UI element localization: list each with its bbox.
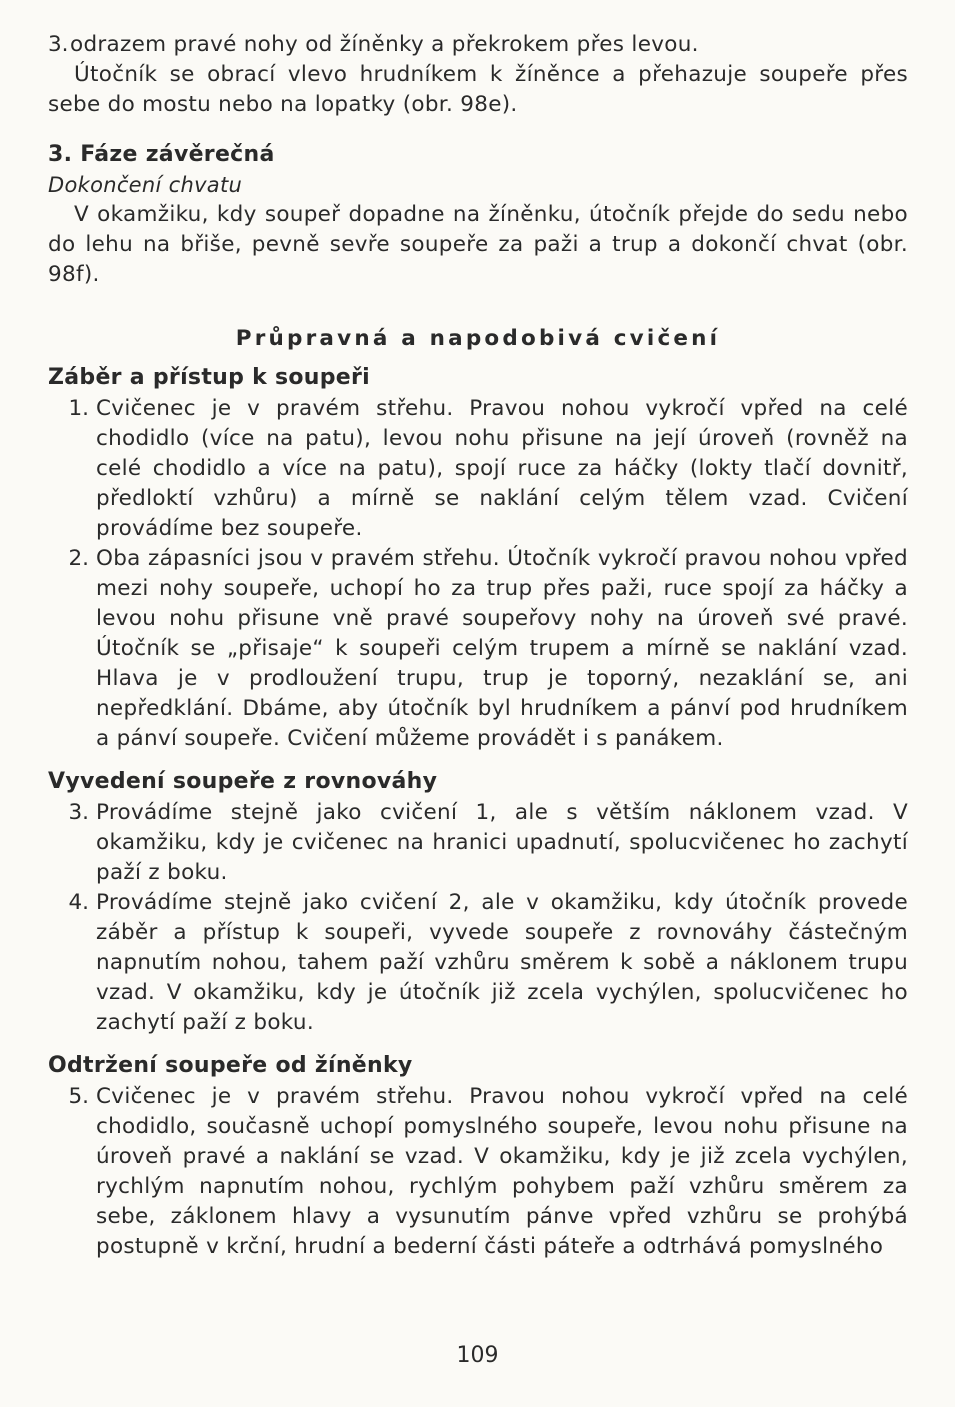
- page-body: [48, 30, 908, 1262]
- phase-paragraph: V okamžiku, kdy soupeř dopadne na žíněnku, útočník přejde do sedu nebo do lehu na břiše, pevně sevře soupeře za paži a trup a dokončí chvat (obr. 98f).: [48, 202, 908, 287]
- intro-item-number: 3.: [48, 32, 69, 57]
- exercise-item: [48, 798, 908, 888]
- exercise-text: Provádíme stejně jako cvičení 1, ale s větším náklonem vzad. V okamžiku, kdy je cvičenec na hranici upadnutí, spolucvičenec ho zachytí paží z boku.: [96, 800, 908, 885]
- exercise-item: [48, 1082, 908, 1262]
- exercise-text: Provádíme stejně jako cvičení 2, ale v okamžiku, kdy útočník provede záběr a přístup k soupeři, vyvede soupeře z rovnováhy částečným napnutím nohou, tahem paží vzhůru směrem k sobě a náklonem trupu vzad. V okamžiku, kdy je útočník již zcela vychýlen, spolucvičenec ho zachytí paží z boku.: [96, 890, 908, 1035]
- exercises-title: Průpravná a napodobivá cvičení: [235, 326, 721, 351]
- exercise-number: 3.: [68, 800, 89, 825]
- exercise-number: 2.: [68, 546, 89, 571]
- exercise-number: 1.: [68, 396, 89, 421]
- exercise-text: Cvičenec je v pravém střehu. Pravou nohou vykročí vpřed na celé chodidlo (více na patu), levou nohu přisune na její úroveň (rovněž na celé chodidlo a více na patu), spojí ruce za háčky (lokty tlačí dovnitř, předloktí vzhůru) a mírně se naklání celým tělem vzad. Cvičení provádíme bez soupeře.: [96, 396, 908, 541]
- exercise-item: [48, 544, 908, 754]
- intro-item-text: odrazem pravé nohy od žíněnky a překrokem přes levou.: [70, 32, 699, 57]
- section-heading: Vyvedení soupeře z rovnováhy: [48, 769, 438, 794]
- exercise-number: 4.: [68, 890, 89, 915]
- exercise-text: Oba zápasníci jsou v pravém střehu. Útočník vykročí pravou nohou vpřed mezi nohy soupeře, uchopí ho za trup přes paži, ruce spojí za háčky a levou nohu přisune vně pravé soupeřovy nohy na úroveň své pravé. Útočník se „přisaje“ k soupeři celým trupem a mírně se naklání vzad. Hlava je v prodloužení trupu, trup je toporný, nezaklání se, ani nepředklání. Dbáme, aby útočník byl hrudníkem a pánví pod hrudníkem a pánví soupeře. Cvičení můžeme provádět i s panákem.: [96, 546, 908, 751]
- intro-list-item: [48, 30, 908, 60]
- intro-paragraph: Útočník se obrací vlevo hrudníkem k žíněnce a přehazuje soupeře přes sebe do mostu nebo na lopatky (obr. 98e).: [48, 62, 908, 117]
- exercise-number: 5.: [68, 1084, 89, 1109]
- exercise-item: [48, 888, 908, 1038]
- phase-heading: 3. Fáze závěrečná: [48, 142, 275, 167]
- exercise-item: [48, 394, 908, 544]
- section-heading: Odtržení soupeře od žíněnky: [48, 1053, 413, 1078]
- exercise-text: Cvičenec je v pravém střehu. Pravou nohou vykročí vpřed na celé chodidlo, současně uchopí pomyslného soupeře, levou nohu přisune na úroveň pravé a naklání se vzad. V okamžiku, kdy je již zcela vychýlen, rychlým napnutím nohou, rychlým pohybem paží vzhůru směrem za sebe, záklonem hlavy a vysunutím pánve vpřed vzhůru se prohýbá postupně v krční, hrudní a bederní části páteře a odtrhává pomyslného: [96, 1084, 908, 1259]
- section-heading: Záběr a přístup k soupeři: [48, 365, 371, 390]
- phase-subheading: Dokončení chvatu: [48, 173, 243, 197]
- page-number: 109: [456, 1343, 499, 1368]
